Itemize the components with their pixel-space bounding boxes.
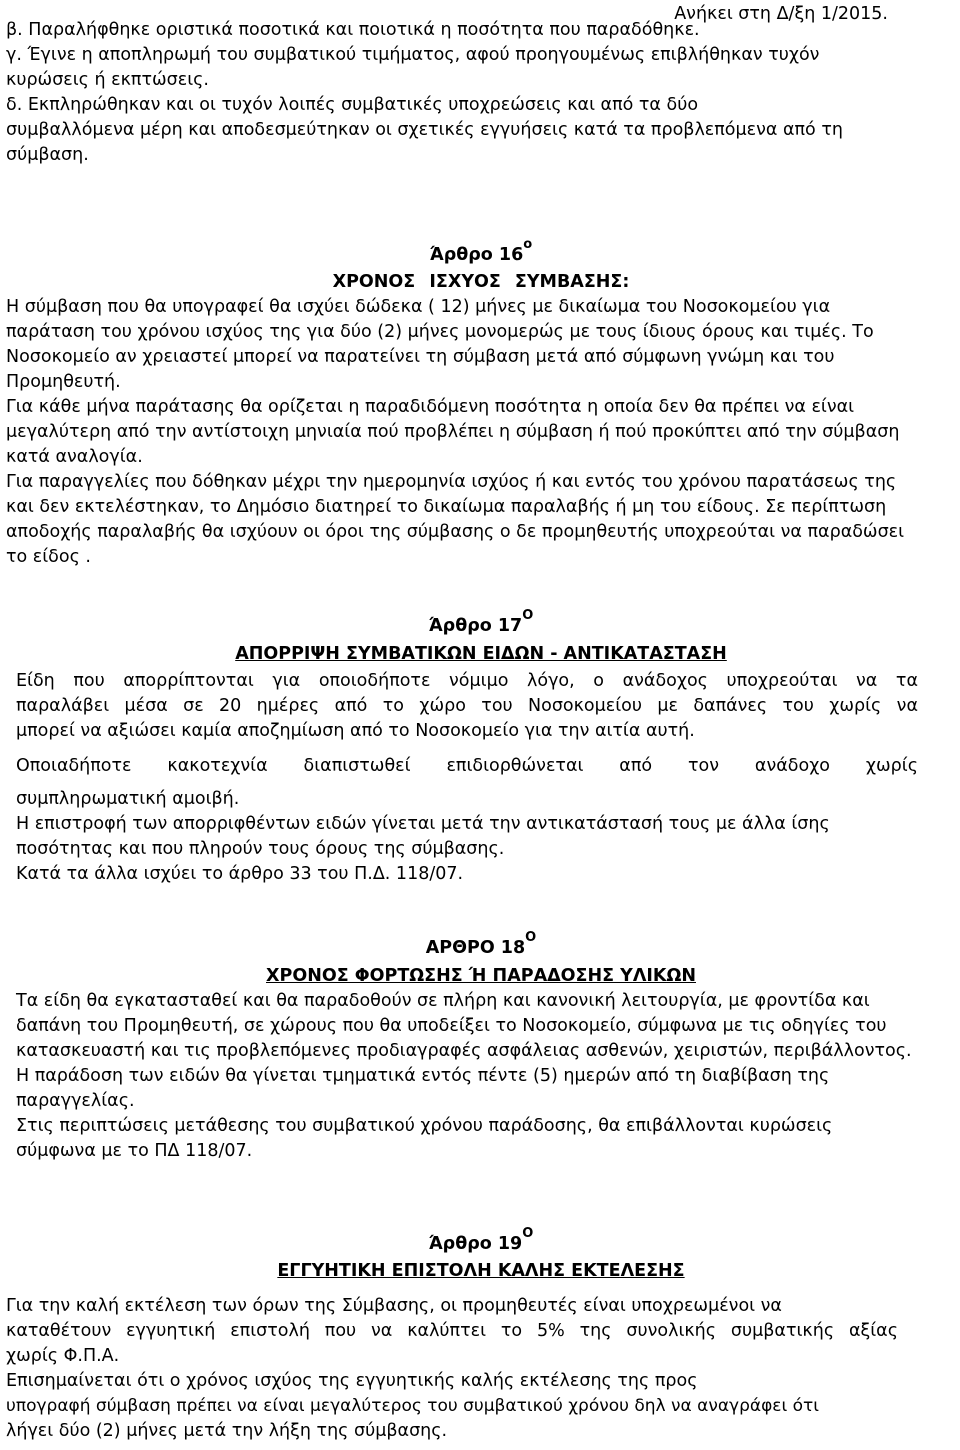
text-line: Οποιαδήποτε κακοτεχνία διαπιστωθεί επιδιορθώνεται από τον ανάδοχο χωρίς — [16, 756, 918, 776]
text-line: ποσότητας και που πληρούν τους όρους της σύμβασης. — [16, 839, 505, 859]
text-line: δ. Εκπληρώθηκαν και οι τυχόν λοιπές συμβατικές υποχρεώσεις και από τα δύο — [6, 95, 699, 115]
article-16-title: Άρθρο 16 — [429, 245, 524, 265]
text-line: κυρώσεις ή εκπτώσεις. — [6, 70, 209, 90]
text-line: κατά αναλογία. — [6, 447, 143, 467]
text-line: το είδος . — [6, 547, 91, 567]
text-line: και δεν εκτελέστηκαν, το Δημόσιο διατηρεί το δικαίωμα παραλαβής ή μη του είδους. Σε περίπτωση — [6, 497, 887, 517]
text-line: Τα είδη θα εγκατασταθεί και θα παραδοθούν σε πλήρη και κανονική λειτουργία, με φροντίδα και — [16, 991, 870, 1011]
article-19-title: Άρθρο 19 — [428, 1234, 523, 1254]
text-line: Στις περιπτώσεις μετάθεσης του συμβατικού χρόνου παράδοσης, θα επιβάλλονται κυρώσεις — [16, 1116, 833, 1136]
article-19 — [6, 1226, 956, 1444]
text-line: συμπληρωματική αμοιβή. — [16, 789, 240, 809]
text-line: σύμφωνα με το ΠΔ 118/07. — [16, 1141, 253, 1161]
text-line: δαπάνη του Προμηθευτή, σε χώρους που θα υποδείξει το Νοσοκομείο, σύμφωνα με τις οδηγίες του — [16, 1016, 887, 1036]
intro-section — [6, 18, 956, 168]
text-line: Είδη που απορρίπτονται για οποιοδήποτε νόμιμο λόγο, ο ανάδοχος υποχρεούται να τα — [16, 671, 918, 691]
text-line: Κατά τα άλλα ισχύει το άρθρο 33 του Π.Δ. 118/07. — [16, 864, 464, 884]
article-17-para-2 — [6, 754, 918, 812]
article-19-body — [6, 1294, 956, 1444]
text-line: παραλάβει μέσα σε 20 ημέρες από το χώρο του Νοσοκομείου με δαπάνες του χωρίς να — [16, 696, 918, 716]
text-line: Για κάθε μήνα παράτασης θα ορίζεται η παραδιδόμενη ποσότητα η οποία δεν θα πρέπει να είναι — [6, 397, 855, 417]
text-line: Η παράδοση των ειδών θα γίνεται τμηματικά εντός πέντε (5) ημερών από τη διαβίβαση της — [16, 1066, 830, 1086]
article-17-heading — [6, 608, 956, 639]
text-line: καταθέτουν εγγυητική επιστολή που να καλύπτει το 5% της συνολικής συμβατικής αξίας — [6, 1321, 898, 1341]
article-18 — [6, 930, 956, 1164]
article-17-sup: Ο — [522, 608, 534, 623]
text-line: λήγει δύο (2) μήνες μετά την λήξη της σύμβασης. — [6, 1421, 448, 1441]
text-line: συμβαλλόμενα μέρη και αποδεσμεύτηκαν οι σχετικές εγγυήσεις κατά τα προβλεπόμενα από τη — [6, 120, 843, 140]
text-line: Η σύμβαση που θα υπογραφεί θα ισχύει δώδεκα ( 12) μήνες με δικαίωμα του Νοσοκομείου για — [6, 297, 831, 317]
article-16 — [6, 237, 956, 570]
text-line: Επισημαίνεται ότι ο χρόνος ισχύος της εγγυητικής καλής εκτέλεσης της προς — [6, 1371, 698, 1391]
text-line: παράταση του χρόνου ισχύος της για δύο (2) μήνες μονομερώς με τους ίδιους όρους και τιμές. Το — [6, 322, 874, 342]
text-line: γ. Έγινε η αποπληρωμή του συμβατικού τιμήματος, αφού προηγουμένως επιβλήθηκαν τυχόν — [6, 45, 820, 65]
text-line: αποδοχής παραλαβής θα ισχύουν οι όροι της σύμβασης ο δε προμηθευτής υποχρεούται να παραδώσει — [6, 522, 905, 542]
article-17-title: Άρθρο 17 — [428, 616, 523, 636]
text-line: β. Παραλήφθηκε οριστικά ποσοτικά και ποιοτικά η ποσότητα που παραδόθηκε. — [6, 20, 700, 40]
text-line: μπορεί να αξιώσει καμία αποζημίωση από το Νοσοκομείο για την αιτία αυτή. — [16, 721, 695, 741]
text-line: υπογραφή σύμβαση πρέπει να είναι μεγαλύτερος του συμβατικού χρόνου δηλ να αναγράφει ότι — [6, 1396, 820, 1416]
article-18-body — [6, 989, 956, 1164]
article-17-para-3 — [6, 812, 918, 887]
text-line: χωρίς Φ.Π.Α. — [6, 1346, 120, 1366]
article-19-heading — [6, 1226, 956, 1257]
article-16-sup: ο — [523, 237, 533, 252]
article-18-subheading: ΧΡΟΝΟΣ ΦΟΡΤΩΣΗΣ Ή ΠΑΡΑΔΟΣΗΣ ΥΛΙΚΩΝ — [266, 966, 696, 986]
text-line: σύμβαση. — [6, 145, 89, 165]
article-17-para-1 — [6, 669, 918, 744]
text-line: παραγγελίας. — [16, 1091, 135, 1111]
header-note: Ανήκει στη Δ/ξη 1/2015. — [674, 4, 888, 24]
text-line: κατασκευαστή και τις προβλεπόμενες προδιαγραφές ασφάλειας ασθενών, χειριστών, περιβάλλοντος. — [16, 1041, 912, 1061]
article-18-heading — [6, 930, 956, 961]
text-line: μεγαλύτερη από την αντίστοιχη μηνιαία πού προβλέπει η σύμβαση ή πού προκύπτει από την σύμβαση — [6, 422, 900, 442]
text-line: Για παραγγελίες που δόθηκαν μέχρι την ημερομηνία ισχύος ή και εντός του χρόνου παρατάσεως της — [6, 472, 897, 492]
text-line: Η επιστροφή των απορριφθέντων ειδών γίνεται μετά την αντικατάστασή τους με άλλα ίσης — [16, 814, 830, 834]
text-line: Προμηθευτή. — [6, 372, 121, 392]
article-18-title: ΑΡΘΡΟ 18 — [425, 938, 526, 958]
article-16-heading — [6, 237, 956, 268]
text-line: Νοσοκομείο αν χρειαστεί μπορεί να παρατείνει τη σύμβαση μετά από σύμφωνη γνώμη και του — [6, 347, 835, 367]
article-16-subheading: ΧΡΟΝΟΣ ΙΣΧΥΟΣ ΣΥΜΒΑΣΗΣ: — [332, 272, 630, 292]
article-17-subheading: ΑΠΟΡΡΙΨΗ ΣΥΜΒΑΤΙΚΩΝ ΕΙΔΩΝ - ΑΝΤΙΚΑΤΑΣΤΑΣΗ — [235, 644, 727, 664]
article-19-sup: Ο — [522, 1226, 534, 1241]
article-17 — [6, 608, 956, 887]
article-19-subheading: ΕΓΓΥΗΤΙΚΗ ΕΠΙΣΤΟΛΗ ΚΑΛΗΣ ΕΚΤΕΛΕΣΗΣ — [277, 1261, 685, 1281]
article-18-sup: Ο — [525, 930, 537, 945]
text-line: Για την καλή εκτέλεση των όρων της Σύμβασης, οι προμηθευτές είναι υποχρεωμένοι να — [6, 1296, 782, 1316]
